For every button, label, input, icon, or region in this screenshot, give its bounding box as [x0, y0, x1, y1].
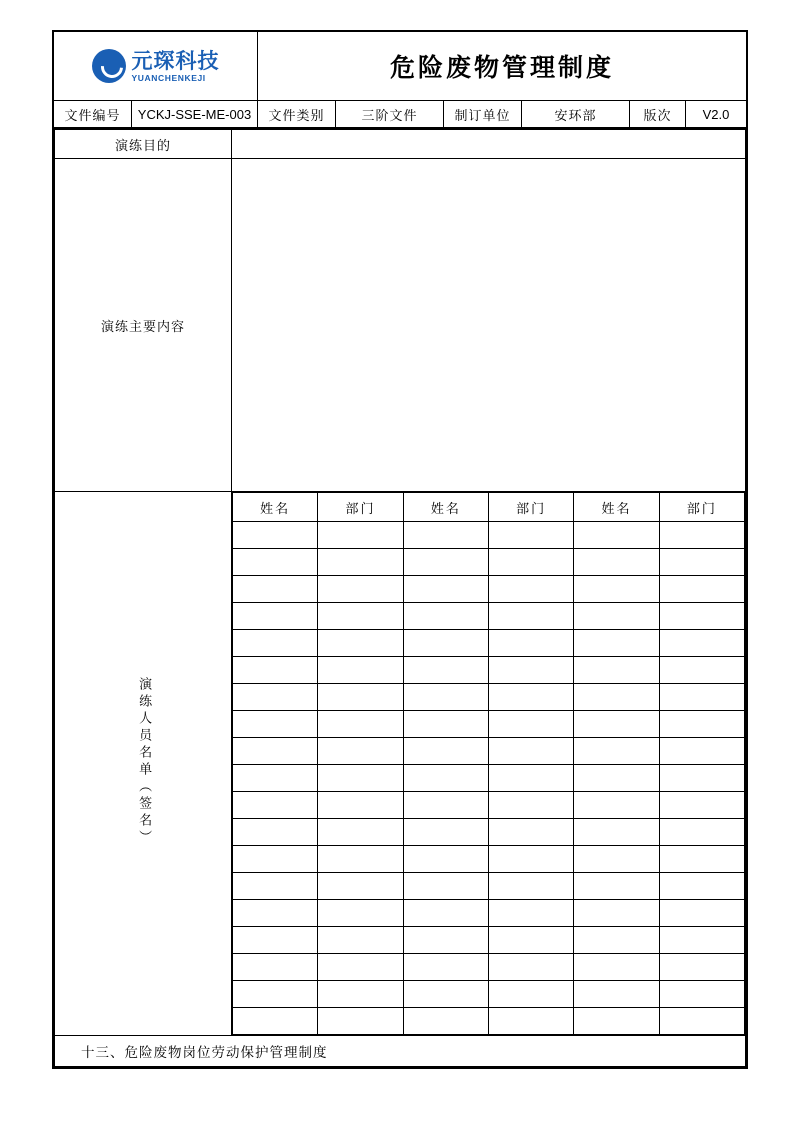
- roster-entry-cell[interactable]: [488, 603, 573, 630]
- roster-entry-cell[interactable]: [574, 1008, 659, 1035]
- roster-entry-cell[interactable]: [233, 819, 318, 846]
- roster-entry-cell[interactable]: [233, 576, 318, 603]
- roster-entry-cell[interactable]: [574, 738, 659, 765]
- roster-entry-cell[interactable]: [574, 873, 659, 900]
- purpose-row: [55, 130, 746, 159]
- roster-entry-cell[interactable]: [659, 954, 744, 981]
- version-value: V2.0: [702, 106, 730, 122]
- purpose-value-field[interactable]: [232, 130, 746, 159]
- roster-entry-row: [233, 792, 745, 819]
- company-logo: [92, 49, 220, 83]
- roster-entry-cell[interactable]: [233, 657, 318, 684]
- roster-entry-cell[interactable]: [659, 549, 744, 576]
- roster-entry-row: [233, 522, 745, 549]
- title-cell: [258, 32, 746, 100]
- roster-entry-cell[interactable]: [318, 927, 403, 954]
- roster-entry-cell[interactable]: [574, 900, 659, 927]
- roster-entry-cell[interactable]: [403, 549, 488, 576]
- purpose-label: 演练目的: [55, 130, 232, 159]
- roster-entry-cell[interactable]: [318, 522, 403, 549]
- roster-entry-row: [233, 711, 745, 738]
- roster-header-cell: 部门: [659, 493, 744, 522]
- roster-entry-row: [233, 954, 745, 981]
- roster-entry-row: [233, 873, 745, 900]
- content-row: [55, 159, 746, 492]
- roster-header-row: [233, 493, 745, 522]
- roster-entry-cell[interactable]: [659, 576, 744, 603]
- roster-entry-cell[interactable]: [574, 657, 659, 684]
- roster-entry-cell[interactable]: [488, 1008, 573, 1035]
- roster-entry-cell[interactable]: [659, 711, 744, 738]
- roster-table: [232, 492, 745, 1035]
- roster-entry-cell[interactable]: [488, 819, 573, 846]
- roster-entry-row: [233, 927, 745, 954]
- roster-entry-row: [233, 846, 745, 873]
- document-header: [54, 32, 746, 101]
- logo-text: [132, 50, 220, 83]
- roster-entry-cell[interactable]: [318, 846, 403, 873]
- roster-entry-cell[interactable]: [318, 711, 403, 738]
- roster-entry-cell[interactable]: [574, 927, 659, 954]
- issuer-label: 制订单位: [444, 101, 522, 127]
- roster-entry-cell[interactable]: [488, 738, 573, 765]
- roster-entry-cell[interactable]: [233, 711, 318, 738]
- roster-entry-cell[interactable]: [403, 765, 488, 792]
- doc-no-value: YCKJ-SSE-ME-003: [132, 101, 258, 127]
- roster-entry-cell[interactable]: [318, 873, 403, 900]
- roster-table-cell: [232, 492, 746, 1036]
- document-frame: [52, 30, 748, 1069]
- roster-entry-cell[interactable]: [318, 684, 403, 711]
- roster-entry-row: [233, 900, 745, 927]
- roster-entry-cell[interactable]: [403, 657, 488, 684]
- roster-entry-row: [233, 819, 745, 846]
- roster-header-cell: 姓名: [233, 493, 318, 522]
- roster-entry-cell[interactable]: [403, 792, 488, 819]
- roster-entry-cell[interactable]: [574, 846, 659, 873]
- roster-entry-cell[interactable]: [574, 576, 659, 603]
- roster-entry-cell[interactable]: [318, 630, 403, 657]
- version-label: 版次: [630, 101, 686, 127]
- roster-entry-cell[interactable]: [659, 738, 744, 765]
- roster-entry-cell[interactable]: [233, 954, 318, 981]
- roster-entry-row: [233, 576, 745, 603]
- roster-entry-cell[interactable]: [659, 873, 744, 900]
- logo-company-name-en: YUANCHENKEJI: [131, 72, 206, 83]
- roster-entry-cell[interactable]: [488, 522, 573, 549]
- roster-entry-cell[interactable]: [659, 630, 744, 657]
- roster-entry-row: [233, 765, 745, 792]
- roster-entry-cell[interactable]: [318, 738, 403, 765]
- roster-entry-cell[interactable]: [403, 630, 488, 657]
- roster-entry-cell[interactable]: [233, 1008, 318, 1035]
- footer-section-row: [55, 1036, 746, 1067]
- roster-entry-cell[interactable]: [574, 792, 659, 819]
- roster-entry-cell[interactable]: [403, 684, 488, 711]
- roster-entry-cell[interactable]: [403, 819, 488, 846]
- roster-entry-cell[interactable]: [318, 954, 403, 981]
- roster-entry-cell[interactable]: [233, 630, 318, 657]
- roster-entry-cell[interactable]: [574, 981, 659, 1008]
- roster-entry-cell[interactable]: [574, 684, 659, 711]
- roster-entry-cell[interactable]: [233, 765, 318, 792]
- roster-entry-row: [233, 657, 745, 684]
- roster-entry-cell[interactable]: [233, 846, 318, 873]
- roster-entry-cell[interactable]: [318, 576, 403, 603]
- roster-entry-cell[interactable]: [659, 657, 744, 684]
- roster-entry-cell[interactable]: [574, 549, 659, 576]
- roster-entry-cell[interactable]: [233, 873, 318, 900]
- roster-entry-cell[interactable]: [318, 819, 403, 846]
- roster-entry-cell[interactable]: [233, 927, 318, 954]
- roster-entry-cell[interactable]: [403, 603, 488, 630]
- drill-record-table: [54, 129, 746, 1067]
- roster-entry-cell[interactable]: [318, 1008, 403, 1035]
- roster-entry-cell[interactable]: [574, 630, 659, 657]
- roster-entry-cell[interactable]: [233, 792, 318, 819]
- roster-entry-cell[interactable]: [574, 711, 659, 738]
- roster-entry-cell[interactable]: [488, 873, 573, 900]
- roster-entry-cell[interactable]: [233, 900, 318, 927]
- roster-entry-cell[interactable]: [403, 981, 488, 1008]
- issuer-value: 安环部: [522, 101, 630, 127]
- roster-entry-row: [233, 549, 745, 576]
- footer-section-title: 十三、危险废物岗位劳动保护管理制度: [55, 1036, 746, 1067]
- roster-entry-cell[interactable]: [403, 711, 488, 738]
- roster-row: [55, 492, 746, 1036]
- roster-entry-cell[interactable]: [488, 576, 573, 603]
- roster-entry-cell[interactable]: [403, 522, 488, 549]
- logo-company-name-cn: 元琛科技: [131, 48, 220, 73]
- roster-entry-cell[interactable]: [488, 684, 573, 711]
- roster-entry-cell[interactable]: [659, 765, 744, 792]
- roster-entry-cell[interactable]: [488, 900, 573, 927]
- roster-entry-cell[interactable]: [488, 954, 573, 981]
- roster-entry-row: [233, 981, 745, 1008]
- doc-no-label: 文件编号: [54, 101, 132, 127]
- roster-entry-cell[interactable]: [403, 1008, 488, 1035]
- roster-label-cell: [55, 492, 232, 1036]
- roster-entry-cell[interactable]: [233, 549, 318, 576]
- roster-entry-cell[interactable]: [488, 630, 573, 657]
- roster-entry-row: [233, 684, 745, 711]
- roster-header-cell: 部门: [318, 493, 403, 522]
- roster-header-cell: 姓名: [403, 493, 488, 522]
- roster-entry-cell[interactable]: [659, 792, 744, 819]
- roster-entry-cell[interactable]: [488, 846, 573, 873]
- roster-entry-cell[interactable]: [574, 522, 659, 549]
- roster-entry-cell[interactable]: [403, 900, 488, 927]
- roster-entry-cell[interactable]: [659, 819, 744, 846]
- logo-cell: [54, 32, 258, 100]
- roster-entry-cell[interactable]: [659, 981, 744, 1008]
- roster-entry-cell[interactable]: [574, 765, 659, 792]
- document-meta-row: [54, 101, 746, 129]
- roster-entry-cell[interactable]: [574, 819, 659, 846]
- content-value-field[interactable]: [232, 159, 746, 492]
- roster-entry-cell[interactable]: [659, 846, 744, 873]
- roster-header-cell: 姓名: [574, 493, 659, 522]
- roster-entry-cell[interactable]: [659, 603, 744, 630]
- roster-entry-cell[interactable]: [403, 873, 488, 900]
- roster-entry-cell[interactable]: [488, 792, 573, 819]
- roster-entry-cell[interactable]: [318, 657, 403, 684]
- roster-entry-cell[interactable]: [488, 711, 573, 738]
- category-label: 文件类别: [258, 101, 336, 127]
- roster-entry-cell[interactable]: [318, 549, 403, 576]
- roster-entry-cell[interactable]: [403, 954, 488, 981]
- content-label: 演练主要内容: [55, 159, 232, 492]
- roster-entry-cell[interactable]: [318, 603, 403, 630]
- roster-entry-cell[interactable]: [233, 603, 318, 630]
- roster-entry-cell[interactable]: [318, 792, 403, 819]
- roster-entry-row: [233, 630, 745, 657]
- roster-entry-cell[interactable]: [403, 738, 488, 765]
- roster-entry-cell[interactable]: [403, 927, 488, 954]
- roster-entry-cell[interactable]: [318, 900, 403, 927]
- roster-header-cell: 部门: [488, 493, 573, 522]
- roster-entry-row: [233, 738, 745, 765]
- roster-entry-cell[interactable]: [574, 954, 659, 981]
- roster-entry-cell[interactable]: [403, 576, 488, 603]
- roster-entry-cell[interactable]: [233, 738, 318, 765]
- roster-entry-cell[interactable]: [318, 981, 403, 1008]
- roster-entry-cell[interactable]: [488, 549, 573, 576]
- roster-entry-cell[interactable]: [659, 900, 744, 927]
- roster-entry-cell[interactable]: [659, 1008, 744, 1035]
- roster-label: 演练人员名单（签名）: [136, 676, 152, 847]
- roster-entry-cell[interactable]: [659, 522, 744, 549]
- roster-entry-cell[interactable]: [403, 846, 488, 873]
- roster-entry-cell[interactable]: [574, 603, 659, 630]
- roster-entry-cell[interactable]: [488, 657, 573, 684]
- roster-entry-row: [233, 603, 745, 630]
- roster-entry-cell[interactable]: [488, 765, 573, 792]
- roster-entry-cell[interactable]: [233, 522, 318, 549]
- roster-entry-cell[interactable]: [659, 684, 744, 711]
- roster-entry-cell[interactable]: [233, 684, 318, 711]
- page-title: 危险废物管理制度: [389, 53, 614, 82]
- yuanchen-logo-icon: [92, 49, 126, 83]
- roster-entry-row: [233, 1008, 745, 1035]
- category-value: 三阶文件: [336, 101, 444, 127]
- roster-entry-cell[interactable]: [488, 927, 573, 954]
- roster-entry-cell[interactable]: [318, 765, 403, 792]
- roster-entry-cell[interactable]: [488, 981, 573, 1008]
- roster-entry-cell[interactable]: [233, 981, 318, 1008]
- roster-entry-cell[interactable]: [659, 927, 744, 954]
